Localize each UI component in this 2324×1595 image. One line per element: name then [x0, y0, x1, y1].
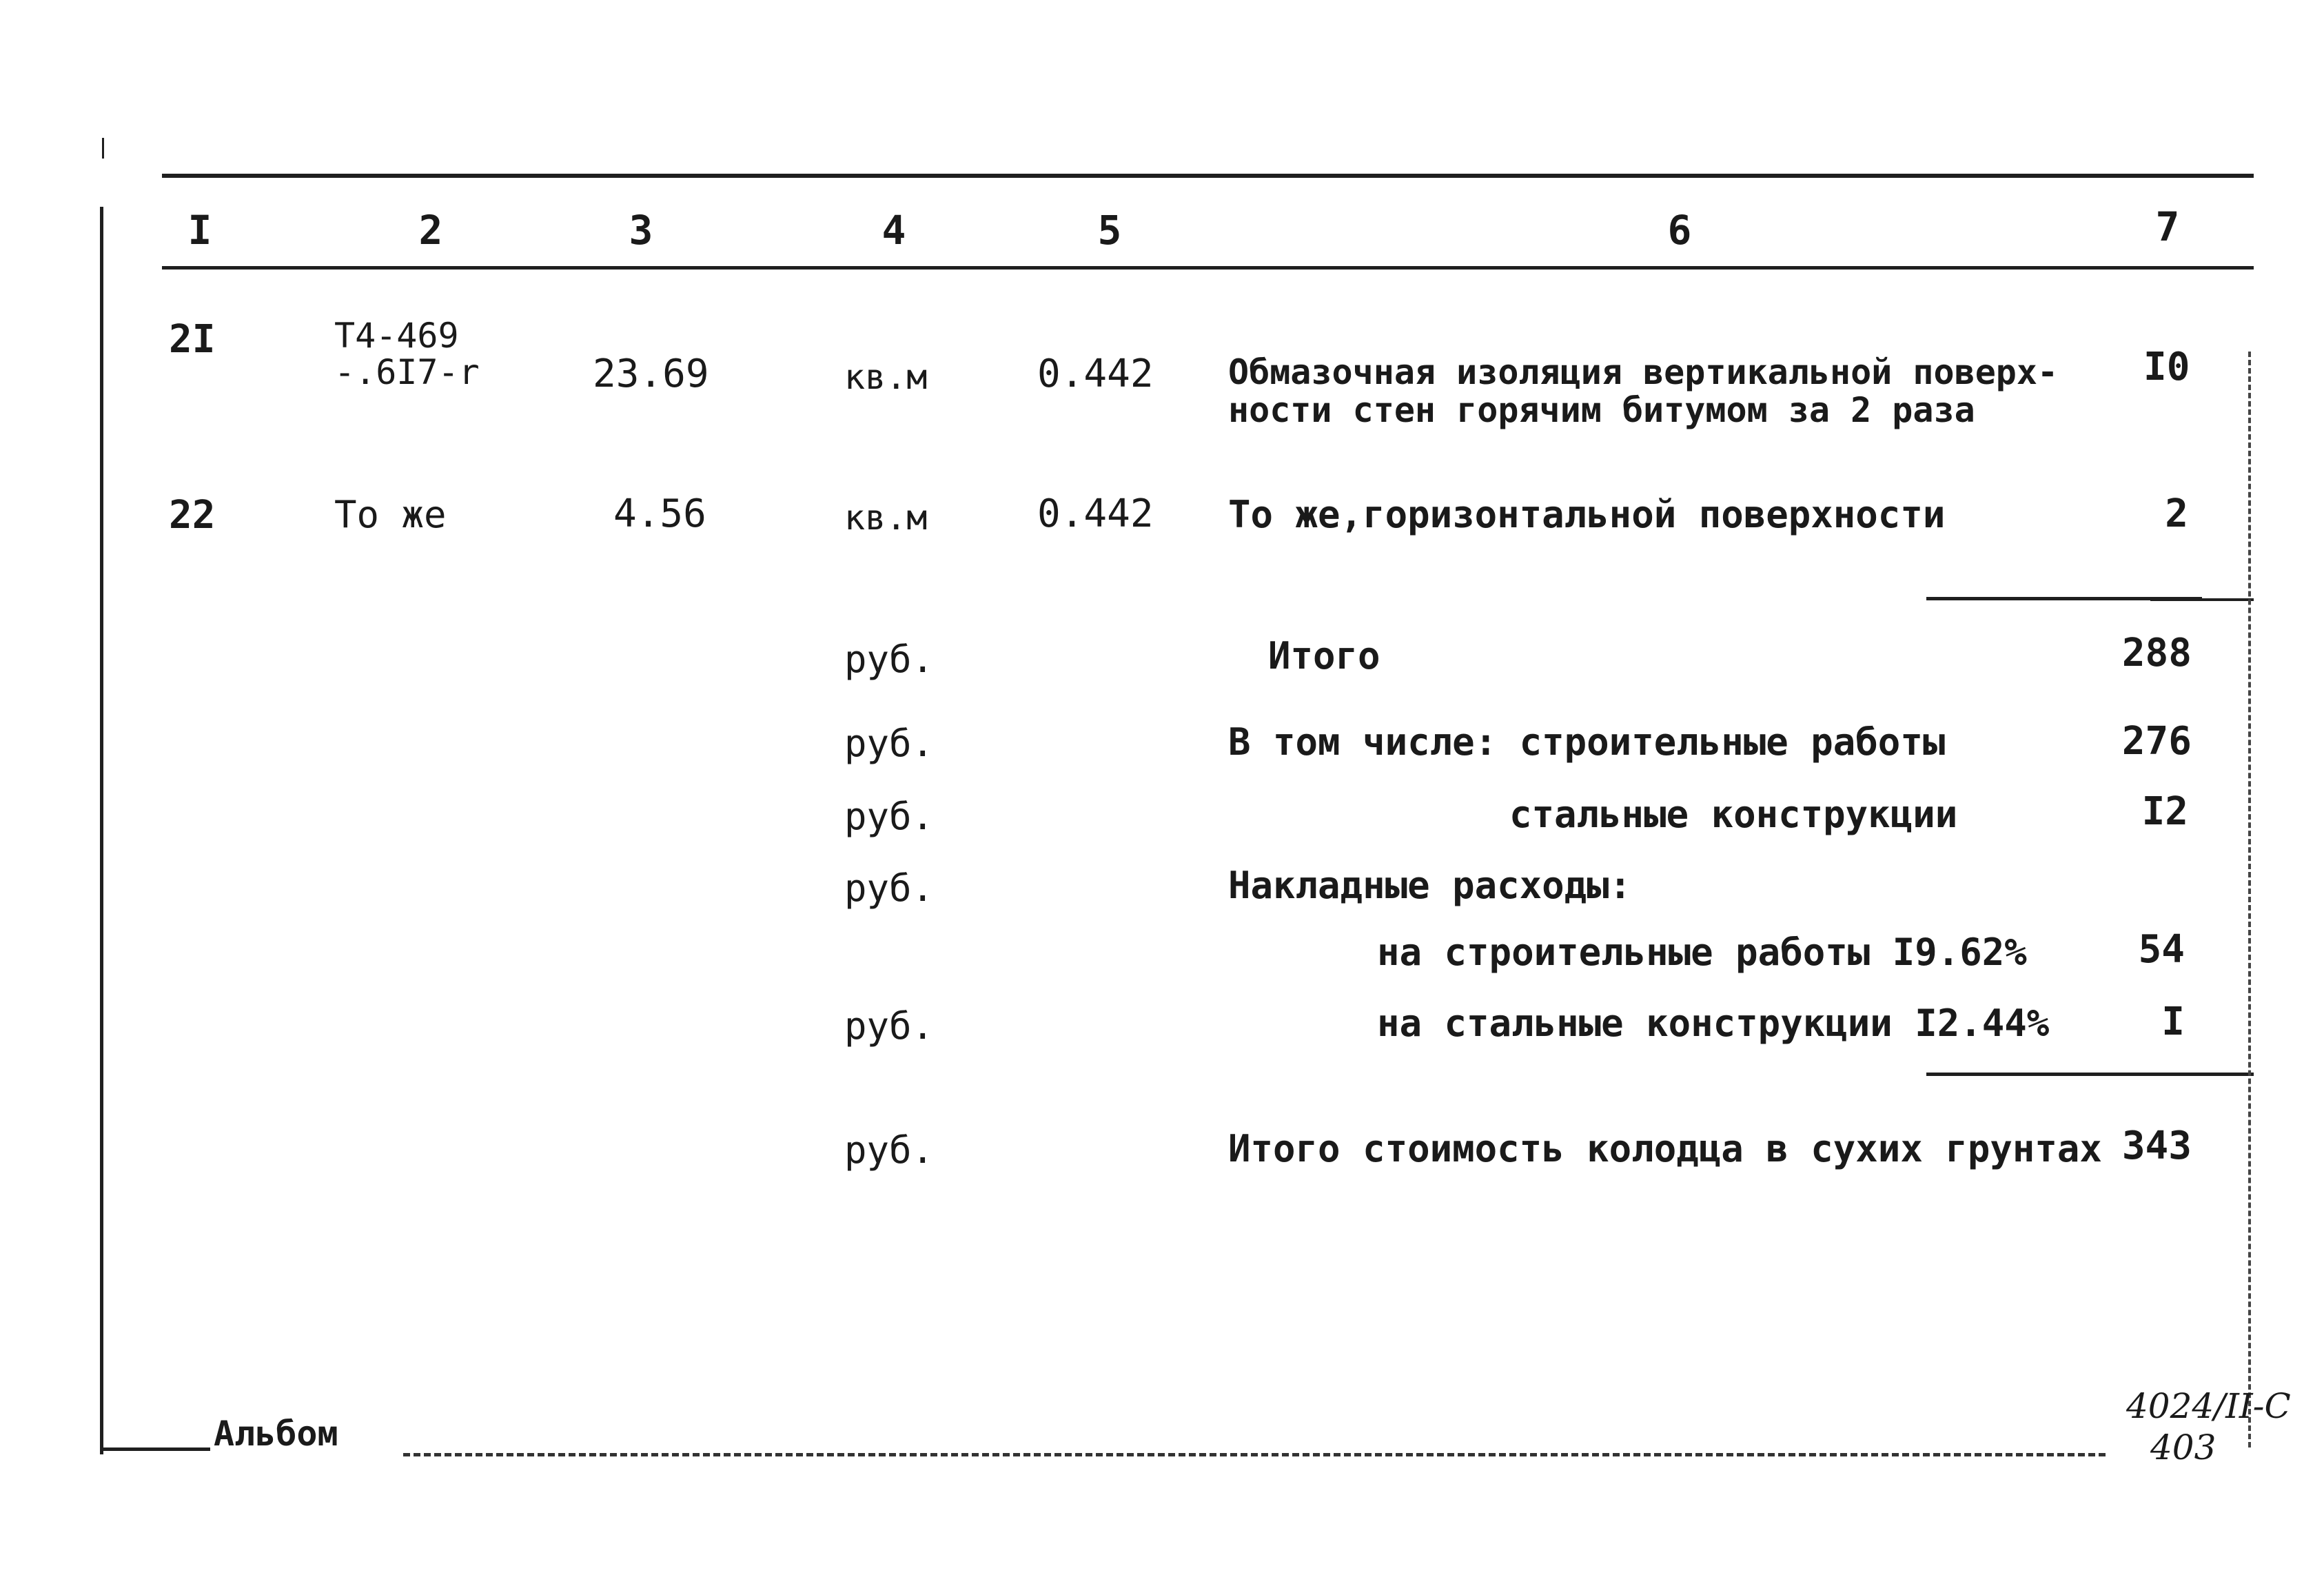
row-unit: кв.м [844, 498, 928, 538]
left-border-tick [102, 138, 104, 159]
row-rate: 0.442 [1037, 352, 1154, 396]
summary-label: Итого стоимость колодца в сухих грунтах [1228, 1127, 2102, 1170]
summary-label: Итого [1268, 634, 1380, 678]
summary-unit: руб. [844, 638, 935, 681]
row-code-line2: -.6I7-r [334, 352, 480, 392]
row-total: 2 [2165, 491, 2188, 536]
row-quantity: 4.56 [613, 491, 706, 536]
summary-label: на стальные конструкции I2.44% [1377, 1002, 2050, 1045]
subtotal-rule-right [2150, 598, 2254, 601]
right-border-dashed [2248, 352, 2251, 1447]
row-total: I0 [2143, 345, 2190, 389]
summary-value: I [2161, 999, 2185, 1044]
col-header-4: 4 [881, 207, 906, 254]
summary-unit: руб. [844, 722, 935, 765]
summary-unit: руб. [844, 1004, 935, 1048]
summary-label: В том числе: строительные работы [1228, 720, 1946, 764]
col-header-1: I [187, 207, 212, 254]
row-description-line2: ности стен горячим битумом за 2 раза [1228, 390, 1975, 430]
row-description: То же,горизонтальной поверхности [1228, 493, 1946, 536]
header-top-rule [162, 174, 2254, 178]
summary-unit: руб. [844, 866, 935, 910]
summary-label: на строительные работы I9.62% [1377, 931, 2027, 974]
summary-value: 288 [2121, 631, 2192, 675]
col-header-6: 6 [1667, 207, 1692, 254]
col-header-5: 5 [1097, 207, 1122, 254]
row-number: 22 [169, 493, 216, 538]
summary-unit: руб. [844, 795, 935, 838]
row-code: То же [334, 493, 447, 536]
grand-total-rule [1926, 1073, 2254, 1076]
row-quantity: 23.69 [593, 352, 709, 396]
header-bottom-rule [162, 266, 2254, 270]
row-description-line1: Обмазочная изоляция вертикальной поверх- [1228, 352, 2059, 392]
summary-value: 276 [2121, 719, 2192, 764]
row-code-line1: T4-469 [334, 316, 459, 356]
summary-value: I2 [2141, 789, 2188, 834]
row-rate: 0.442 [1037, 491, 1154, 536]
summary-label: стальные конструкции [1509, 793, 1958, 836]
summary-label: Накладные расходы: [1228, 864, 1632, 907]
row-unit: кв.м [844, 357, 928, 397]
col-header-2: 2 [418, 207, 443, 254]
footer-dashed-rule [403, 1453, 2106, 1456]
left-border-line [100, 207, 103, 1454]
footer-code-line1: 4024/II-С [2126, 1386, 2291, 1426]
album-label: Альбом [214, 1414, 338, 1454]
col-header-3: 3 [629, 207, 653, 254]
summary-value: 343 [2121, 1124, 2192, 1168]
footer-code-line2: 403 [2150, 1428, 2216, 1467]
row-number: 2I [169, 317, 216, 362]
footer-left-rule [100, 1447, 210, 1451]
col-header-7: 7 [2155, 203, 2180, 250]
summary-value: 54 [2138, 927, 2185, 972]
summary-unit: руб. [844, 1128, 935, 1172]
